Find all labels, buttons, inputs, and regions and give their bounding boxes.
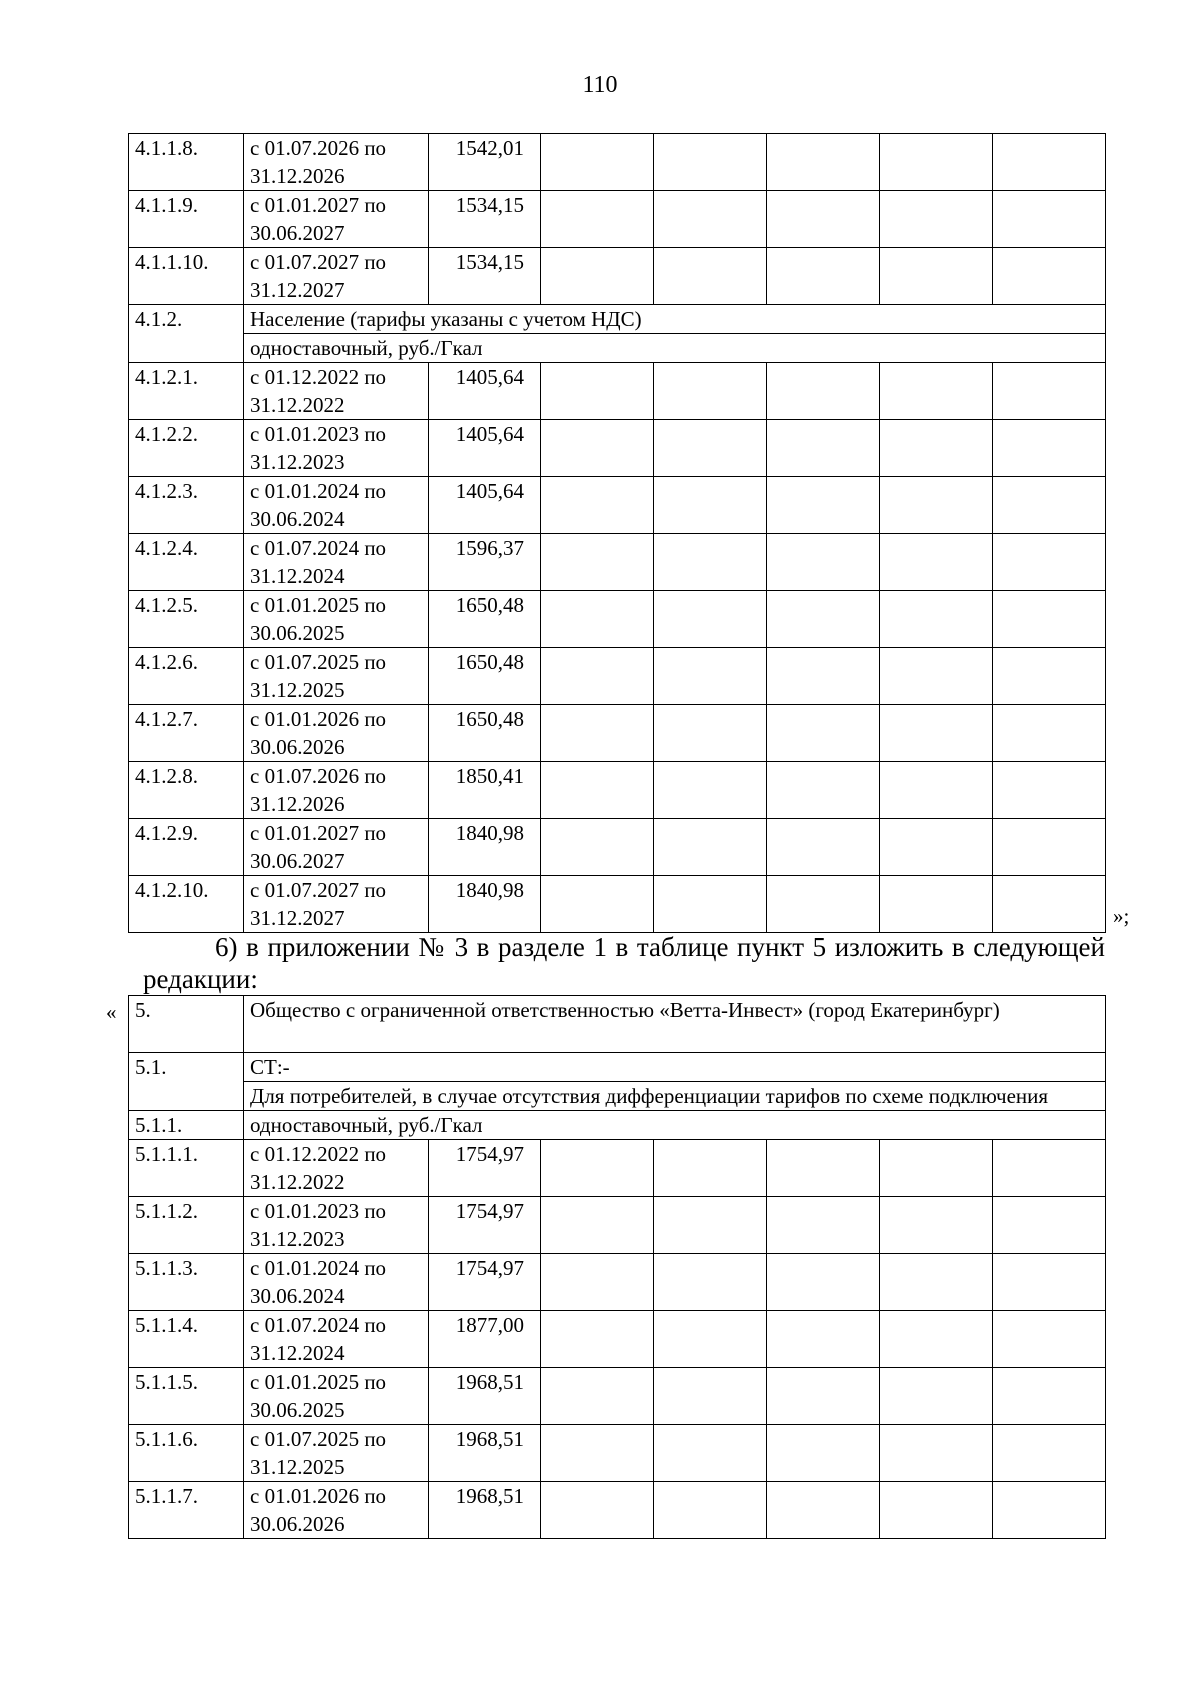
empty-cell — [880, 1140, 993, 1197]
item-number-cell: 4.1.2.10. — [129, 876, 244, 933]
empty-cell — [541, 134, 654, 191]
table-row — [129, 1111, 1106, 1140]
empty-cell — [880, 191, 993, 248]
tariff-value-cell: 1542,01 — [429, 134, 541, 191]
tariff-value-cell: 1877,00 — [429, 1311, 541, 1368]
item-number-cell: 4.1.2. — [129, 305, 244, 363]
table-row — [129, 591, 1106, 648]
empty-cell — [541, 477, 654, 534]
empty-cell — [654, 648, 767, 705]
table-row — [129, 248, 1106, 305]
tariff-table-body — [129, 996, 1106, 1539]
period-cell: с 01.07.2027 по 31.12.2027 — [244, 248, 429, 305]
table-row — [129, 1425, 1106, 1482]
empty-cell — [654, 420, 767, 477]
table-row — [129, 1197, 1106, 1254]
group-title-cell: СТ:- — [244, 1053, 1106, 1082]
item-number-cell: 4.1.2.9. — [129, 819, 244, 876]
empty-cell — [993, 1140, 1106, 1197]
period-cell: с 01.07.2026 по 31.12.2026 — [244, 134, 429, 191]
empty-cell — [541, 1197, 654, 1254]
table-row — [129, 1254, 1106, 1311]
period-cell: с 01.07.2024 по 31.12.2024 — [244, 1311, 429, 1368]
period-cell: с 01.07.2026 по 31.12.2026 — [244, 762, 429, 819]
period-cell: с 01.01.2027 по 30.06.2027 — [244, 191, 429, 248]
empty-cell — [654, 1425, 767, 1482]
empty-cell — [767, 1254, 880, 1311]
table-row — [129, 876, 1106, 933]
table-row — [129, 996, 1106, 1053]
empty-cell — [654, 534, 767, 591]
item-number-cell: 4.1.2.7. — [129, 705, 244, 762]
empty-cell — [654, 363, 767, 420]
empty-cell — [993, 420, 1106, 477]
empty-cell — [767, 534, 880, 591]
empty-cell — [654, 1368, 767, 1425]
tariff-value-cell: 1968,51 — [429, 1482, 541, 1539]
period-cell: с 01.07.2025 по 31.12.2025 — [244, 648, 429, 705]
period-cell: с 01.07.2025 по 31.12.2025 — [244, 1425, 429, 1482]
item-number-cell: 4.1.2.1. — [129, 363, 244, 420]
empty-cell — [880, 591, 993, 648]
empty-cell — [541, 191, 654, 248]
tariff-value-cell: 1754,97 — [429, 1140, 541, 1197]
tariff-value-cell: 1840,98 — [429, 876, 541, 933]
table-row — [129, 420, 1106, 477]
empty-cell — [880, 648, 993, 705]
empty-cell — [993, 1425, 1106, 1482]
tariff-value-cell: 1405,64 — [429, 420, 541, 477]
empty-cell — [767, 248, 880, 305]
tariff-value-cell: 1968,51 — [429, 1368, 541, 1425]
empty-cell — [541, 1311, 654, 1368]
empty-cell — [767, 876, 880, 933]
item-number-cell: 5.1.1.3. — [129, 1254, 244, 1311]
group-title-cell: одноставочный, руб./Гкал — [244, 334, 1106, 363]
table-row — [129, 1053, 1106, 1082]
empty-cell — [541, 876, 654, 933]
item-number-cell: 4.1.2.8. — [129, 762, 244, 819]
tariff-value-cell: 1534,15 — [429, 191, 541, 248]
empty-cell — [993, 134, 1106, 191]
item-number-cell: 5.1.1.1. — [129, 1140, 244, 1197]
item-number-cell: 4.1.2.4. — [129, 534, 244, 591]
empty-cell — [767, 1140, 880, 1197]
empty-cell — [541, 648, 654, 705]
tariff-value-cell: 1596,37 — [429, 534, 541, 591]
empty-cell — [767, 1425, 880, 1482]
empty-cell — [541, 363, 654, 420]
period-cell: с 01.12.2022 по 31.12.2022 — [244, 1140, 429, 1197]
empty-cell — [993, 248, 1106, 305]
table-row — [129, 1140, 1106, 1197]
opening-quote: « — [106, 1000, 117, 1024]
empty-cell — [541, 762, 654, 819]
empty-cell — [767, 1311, 880, 1368]
empty-cell — [767, 420, 880, 477]
tariff-table-body — [129, 134, 1106, 933]
empty-cell — [880, 1425, 993, 1482]
period-cell: с 01.07.2024 по 31.12.2024 — [244, 534, 429, 591]
table-row — [129, 534, 1106, 591]
empty-cell — [880, 705, 993, 762]
empty-cell — [767, 477, 880, 534]
period-cell: с 01.01.2025 по 30.06.2025 — [244, 591, 429, 648]
item-number-cell: 4.1.1.8. — [129, 134, 244, 191]
table-row — [129, 477, 1106, 534]
table-row — [129, 648, 1106, 705]
table-row — [129, 762, 1106, 819]
empty-cell — [880, 1254, 993, 1311]
period-cell: с 01.01.2025 по 30.06.2025 — [244, 1368, 429, 1425]
empty-cell — [541, 1254, 654, 1311]
empty-cell — [654, 819, 767, 876]
empty-cell — [993, 477, 1106, 534]
empty-cell — [767, 591, 880, 648]
empty-cell — [767, 762, 880, 819]
period-cell: с 01.01.2024 по 30.06.2024 — [244, 477, 429, 534]
period-cell: с 01.01.2024 по 30.06.2024 — [244, 1254, 429, 1311]
empty-cell — [654, 762, 767, 819]
empty-cell — [654, 1311, 767, 1368]
empty-cell — [541, 705, 654, 762]
empty-cell — [654, 134, 767, 191]
empty-cell — [654, 191, 767, 248]
period-cell: с 01.01.2027 по 30.06.2027 — [244, 819, 429, 876]
period-cell: с 01.12.2022 по 31.12.2022 — [244, 363, 429, 420]
empty-cell — [654, 1197, 767, 1254]
tariff-value-cell: 1754,97 — [429, 1254, 541, 1311]
tariff-value-cell: 1754,97 — [429, 1197, 541, 1254]
empty-cell — [993, 1254, 1106, 1311]
empty-cell — [993, 1311, 1106, 1368]
period-cell: с 01.01.2023 по 31.12.2023 — [244, 420, 429, 477]
tariff-table-section-5 — [128, 995, 1106, 1539]
group-title-cell: одноставочный, руб./Гкал — [244, 1111, 1106, 1140]
empty-cell — [880, 1197, 993, 1254]
empty-cell — [767, 819, 880, 876]
empty-cell — [880, 819, 993, 876]
period-cell: с 01.01.2026 по 30.06.2026 — [244, 705, 429, 762]
closing-quote: »; — [1113, 904, 1130, 928]
empty-cell — [880, 134, 993, 191]
item-number-cell: 5.1.1.6. — [129, 1425, 244, 1482]
empty-cell — [541, 591, 654, 648]
empty-cell — [541, 248, 654, 305]
group-title-cell: Общество с ограниченной ответственностью «Ветта-Инвест» (город Екатеринбург) — [244, 996, 1106, 1053]
empty-cell — [541, 1140, 654, 1197]
table-row — [129, 363, 1106, 420]
empty-cell — [993, 1482, 1106, 1539]
item-number-cell: 4.1.1.10. — [129, 248, 244, 305]
empty-cell — [880, 1311, 993, 1368]
empty-cell — [654, 1254, 767, 1311]
empty-cell — [767, 363, 880, 420]
empty-cell — [654, 1482, 767, 1539]
table-row — [129, 1368, 1106, 1425]
empty-cell — [654, 876, 767, 933]
empty-cell — [654, 248, 767, 305]
group-title-cell: Население (тарифы указаны с учетом НДС) — [244, 305, 1106, 334]
tariff-value-cell: 1405,64 — [429, 477, 541, 534]
empty-cell — [541, 1482, 654, 1539]
empty-cell — [993, 1368, 1106, 1425]
table-row — [129, 1482, 1106, 1539]
empty-cell — [654, 591, 767, 648]
empty-cell — [993, 648, 1106, 705]
empty-cell — [993, 591, 1106, 648]
empty-cell — [880, 420, 993, 477]
tariff-table-section-4 — [128, 133, 1106, 933]
period-cell: с 01.01.2023 по 31.12.2023 — [244, 1197, 429, 1254]
tariff-value-cell: 1534,15 — [429, 248, 541, 305]
empty-cell — [993, 1197, 1106, 1254]
item-number-cell: 4.1.2.3. — [129, 477, 244, 534]
item-number-cell: 4.1.1.9. — [129, 191, 244, 248]
empty-cell — [541, 1425, 654, 1482]
tariff-value-cell: 1405,64 — [429, 363, 541, 420]
table-row — [129, 305, 1106, 334]
item-number-cell: 5.1.1. — [129, 1111, 244, 1140]
tariff-value-cell: 1968,51 — [429, 1425, 541, 1482]
page-number: 110 — [582, 72, 618, 98]
table-row — [129, 1311, 1106, 1368]
tariff-value-cell: 1650,48 — [429, 648, 541, 705]
item-number-cell: 5. — [129, 996, 244, 1053]
empty-cell — [767, 1368, 880, 1425]
empty-cell — [654, 477, 767, 534]
item-number-cell: 4.1.2.6. — [129, 648, 244, 705]
empty-cell — [541, 1368, 654, 1425]
tariff-value-cell: 1650,48 — [429, 591, 541, 648]
table-row — [129, 191, 1106, 248]
tariff-value-cell: 1840,98 — [429, 819, 541, 876]
empty-cell — [993, 705, 1106, 762]
empty-cell — [880, 1368, 993, 1425]
empty-cell — [993, 534, 1106, 591]
empty-cell — [880, 477, 993, 534]
empty-cell — [993, 363, 1106, 420]
item-number-cell: 5.1.1.2. — [129, 1197, 244, 1254]
empty-cell — [993, 191, 1106, 248]
empty-cell — [541, 819, 654, 876]
item-number-cell: 4.1.2.2. — [129, 420, 244, 477]
empty-cell — [993, 876, 1106, 933]
empty-cell — [767, 1482, 880, 1539]
tariff-value-cell: 1650,48 — [429, 705, 541, 762]
table-row — [129, 134, 1106, 191]
table-row — [129, 1082, 1106, 1111]
empty-cell — [880, 534, 993, 591]
empty-cell — [654, 705, 767, 762]
item-number-cell: 5.1.1.4. — [129, 1311, 244, 1368]
period-cell: с 01.07.2027 по 31.12.2027 — [244, 876, 429, 933]
amendment-paragraph: 6) в приложении № 3 в разделе 1 в таблице пункт 5 изложить в следующей редакции: — [143, 932, 1105, 994]
tariff-value-cell: 1850,41 — [429, 762, 541, 819]
period-cell: с 01.01.2026 по 30.06.2026 — [244, 1482, 429, 1539]
empty-cell — [767, 134, 880, 191]
empty-cell — [880, 248, 993, 305]
item-number-cell: 5.1.1.7. — [129, 1482, 244, 1539]
empty-cell — [993, 762, 1106, 819]
empty-cell — [767, 705, 880, 762]
empty-cell — [767, 1197, 880, 1254]
empty-cell — [767, 648, 880, 705]
empty-cell — [880, 363, 993, 420]
empty-cell — [654, 1140, 767, 1197]
item-number-cell: 5.1.1.5. — [129, 1368, 244, 1425]
empty-cell — [541, 420, 654, 477]
empty-cell — [993, 819, 1106, 876]
empty-cell — [541, 534, 654, 591]
empty-cell — [880, 876, 993, 933]
table-row — [129, 819, 1106, 876]
item-number-cell: 5.1. — [129, 1053, 244, 1111]
group-title-cell: Для потребителей, в случае отсутствия дифференциации тарифов по схеме подключения — [244, 1082, 1106, 1111]
empty-cell — [880, 762, 993, 819]
empty-cell — [880, 1482, 993, 1539]
empty-cell — [767, 191, 880, 248]
table-row — [129, 334, 1106, 363]
item-number-cell: 4.1.2.5. — [129, 591, 244, 648]
table-row — [129, 705, 1106, 762]
